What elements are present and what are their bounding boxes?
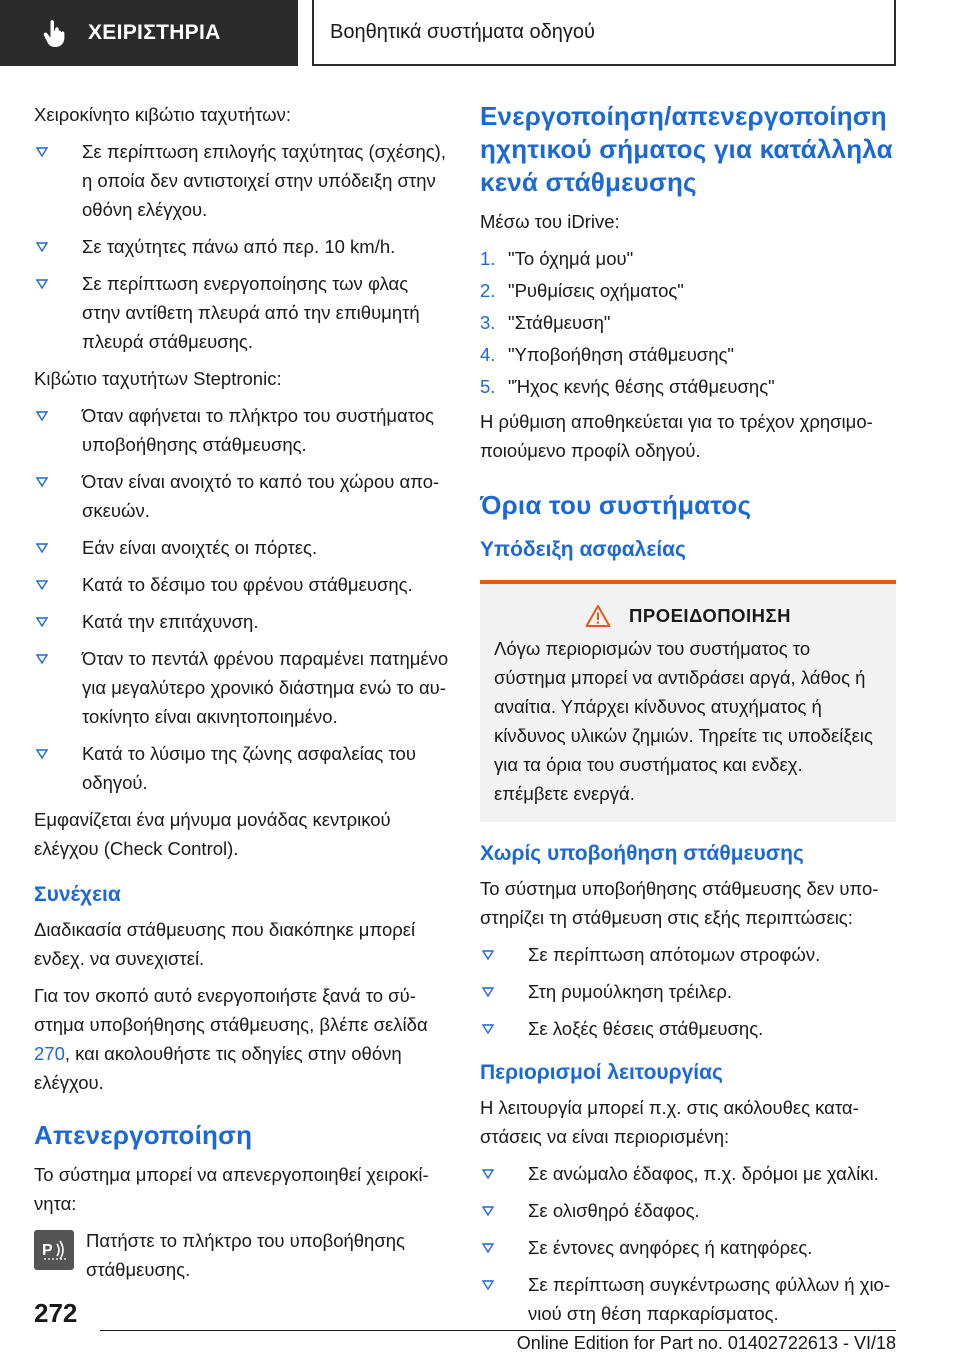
triangle-bullet-icon [36, 147, 48, 157]
section-tab-label: ΧΕΙΡΙΣΤΗΡΙΑ [88, 21, 221, 44]
hand-pointer-icon [40, 19, 68, 47]
no-assist-paragraph: Το σύστημα υποβοήθησης στάθμευσης δεν υποστηρίζει τη στάθμευση στις εξής περιπτώσεις: [480, 878, 879, 928]
triangle-bullet-icon [36, 477, 48, 487]
list-item: Σε περίπτωση ενεργοποίησης των φλας στην αντίθετη πλευρά από την επιθυμητή πλευρά στάθμευσης. [34, 269, 450, 356]
list-item: Σε περίπτωση επιλογής ταχύτητας (σχέσης), η οποία δεν αντιστοιχεί στην υπόδειξη στην οθόνη ελέγχου. [34, 137, 450, 224]
triangle-bullet-icon [482, 1243, 494, 1253]
via-idrive-text: Μέσω του iDrive: [480, 211, 620, 232]
press-button-text: Πατήστε το πλήκτρο του υποβοήθησης στάθμευσης. [86, 1230, 405, 1280]
triangle-bullet-icon [482, 987, 494, 997]
right-column [480, 100, 896, 1336]
triangle-bullet-icon [482, 1169, 494, 1179]
triangle-bullet-icon [36, 617, 48, 627]
triangle-bullet-icon [36, 543, 48, 553]
list-item: Σε ταχύτητες πάνω από περ. 10 km/h. [34, 232, 450, 261]
chapter-tab-label: Βοηθητικά συστήματα οδηγού [330, 20, 595, 43]
tone-heading: Ενεργοποίηση/απενεργοποίηση ηχητικού σήματος για κατάλληλα κενά στάθμευσης [480, 101, 893, 197]
triangle-bullet-icon [482, 950, 494, 960]
section-tab [0, 0, 298, 66]
system-limits-heading: Όρια του συστήματος [480, 490, 752, 520]
list-item: Σε περίπτωση απότομων στροφών. [480, 940, 896, 969]
triangle-bullet-icon [482, 1024, 494, 1034]
list-item: Στη ρυμούλκηση τρέιλερ. [480, 977, 896, 1006]
list-item: Όταν είναι ανοιχτό το καπό του χώρου αποσκευών. [34, 467, 450, 525]
list-item: Σε ολισθηρό έδαφος. [480, 1196, 896, 1225]
triangle-bullet-icon [482, 1280, 494, 1290]
left-column [34, 100, 450, 1284]
manual-gearbox-list [34, 137, 450, 356]
page-reference-link[interactable]: 270 [34, 1043, 65, 1064]
deactivate-heading: Απενεργοποίηση [34, 1120, 253, 1150]
list-item: Κατά την επιτάχυνση. [34, 607, 450, 636]
triangle-bullet-icon [36, 749, 48, 759]
triangle-bullet-icon [36, 411, 48, 421]
edition-info: Online Edition for Part no. 01402722613 - VI/18 [516, 1333, 896, 1353]
press-button-instruction [34, 1226, 450, 1284]
list-item: 2. "Ρυθμίσεις οχήματος" [480, 280, 684, 301]
steptronic-list [34, 401, 450, 797]
warning-title-row [494, 604, 882, 628]
saved-note: Η ρύθμιση αποθηκεύεται για το τρέχον χρησιμοποιούμενο προφίλ οδηγού. [480, 411, 873, 461]
list-item: 5. "Ήχος κενής θέσης στάθμευσης" [480, 376, 775, 397]
warning-text: Λόγω περιορισμών του συστήματος το σύστημα μπορεί να αντιδράσει αργά, λάθος ή αναίτια. Υπάρχει κίνδυνος ατυχήματος ή κίνδυνος υλικών ζημιών. Τηρείτε τις υποδείξεις για τα όρια του συστήματος και ενδεχ. επέμβετε ενεργά. [494, 638, 873, 804]
list-item: Εάν είναι ανοιχτές οι πόρτες. [34, 533, 450, 562]
chapter-tab [312, 0, 896, 66]
park-assist-button-icon [34, 1230, 74, 1270]
function-limits-paragraph: Η λειτουργία μπορεί π.χ. στις ακόλουθες καταστάσεις να είναι περιορισμένη: [480, 1097, 859, 1147]
no-assist-heading: Χωρίς υποβοήθηση στάθμευσης [480, 842, 804, 865]
list-item: 4. "Υποβοήθηση στάθμευσης" [480, 344, 735, 365]
warning-triangle-icon [585, 604, 611, 628]
no-assist-list [480, 940, 896, 1043]
list-item: Όταν το πεντάλ φρένου παραμένει πατημένο για μεγαλύτερο χρονικό διάστημα ενώ το αυτοκίνητο είναι ακινητοποιημένο. [34, 644, 450, 731]
triangle-bullet-icon [36, 580, 48, 590]
list-item: Σε ανώμαλο έδαφος, π.χ. δρόμοι με χαλίκι. [480, 1159, 896, 1188]
list-item: Σε περίπτωση συγκέντρωσης φύλλων ή χιονιού στη θέση παρκαρίσματος. [480, 1270, 896, 1328]
function-limits-heading: Περιορισμοί λειτουργίας [480, 1061, 723, 1084]
warning-title: ΠΡΟΕΙΔΟΠΟΙΗΣΗ [629, 605, 791, 626]
manual-gearbox-intro: Χειροκίνητο κιβώτιο ταχυτήτων: [34, 104, 291, 125]
list-item: Κατά το δέσιμο του φρένου στάθμευσης. [34, 570, 450, 599]
svg-text:P: P [42, 1242, 53, 1259]
function-limits-list [480, 1159, 896, 1328]
triangle-bullet-icon [482, 1206, 494, 1216]
list-item: Σε έντονες ανηφόρες ή κατηφόρες. [480, 1233, 896, 1262]
triangle-bullet-icon [36, 279, 48, 289]
list-item: 3. "Στάθμευση" [480, 312, 611, 333]
continue-heading: Συνέχεια [34, 883, 121, 906]
list-item: Σε λοξές θέσεις στάθμευσης. [480, 1014, 896, 1043]
continue-paragraph-2: Για τον σκοπό αυτό ενεργοποιήστε ξανά το σύστημα υποβοήθησης στάθμευσης, βλέπε σελίδα 270, και ακολουθήστε τις οδηγίες στην οθόνη ελέγχου. [34, 985, 428, 1093]
triangle-bullet-icon [36, 242, 48, 252]
list-item: 1. "Το όχημά μου" [480, 248, 634, 269]
list-item: Κατά το λύσιμο της ζώνης ασφαλείας του οδηγού. [34, 739, 450, 797]
page-number: 272 [34, 1298, 78, 1328]
steptronic-intro: Κιβώτιο ταχυτήτων Steptronic: [34, 368, 282, 389]
idrive-steps [480, 244, 896, 401]
check-control-message: Εμφανίζεται ένα μήνυμα μονάδας κεντρικού ελέγχου (Check Control). [34, 809, 391, 859]
list-item: Όταν αφήνεται το πλήκτρο του συστήματος υποβοήθησης στάθμευσης. [34, 401, 450, 459]
triangle-bullet-icon [36, 654, 48, 664]
page-header [0, 0, 960, 66]
safety-heading: Υπόδειξη ασφαλείας [480, 538, 686, 561]
footer-divider [100, 1330, 896, 1331]
continue-paragraph-1: Διαδικασία στάθμευσης που διακόπηκε μπορεί ενδεχ. να συνεχιστεί. [34, 919, 416, 969]
deactivate-paragraph: Το σύστημα μπορεί να απενεργοποιηθεί χειροκίνητα: [34, 1164, 429, 1214]
warning-box [480, 580, 896, 822]
